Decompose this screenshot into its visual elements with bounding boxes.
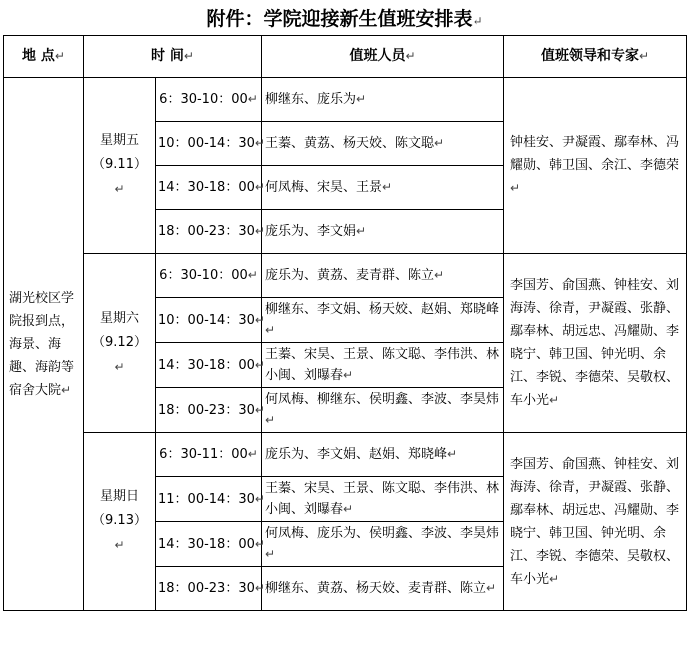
paragraph-mark-icon: ↵ [254, 581, 265, 595]
paragraph-mark-icon: ↵ [247, 92, 258, 106]
paragraph-mark-icon: ↵ [265, 413, 276, 427]
time-slot: 14：30-18：00↵ [156, 522, 262, 567]
staff-cell: 柳继东、庞乐为↵ [262, 78, 504, 122]
time-slot: 6：30-10：00↵ [156, 78, 262, 122]
time-slot: 10：00-14：30↵ [156, 298, 262, 343]
leaders-cell-sunday: 李国芳、俞国燕、钟桂安、刘海涛、徐青，尹凝霞、张静、鄢奉林、胡远忠、冯耀勋、李晓宁、韩卫国、钟光明、余江、李锐、李德荣、吴敬权、车小光↵ [504, 433, 687, 611]
leaders-cell-saturday: 李国芳、俞国燕、钟桂安、刘海涛、徐青，尹凝霞、张静、鄢奉林、胡远忠、冯耀勋、李晓宁、韩卫国、钟光明、余江、李锐、李德荣、吴敬权、车小光↵ [504, 254, 687, 433]
paragraph-mark-icon: ↵ [265, 323, 276, 337]
time-slot: 14：30-18：00↵ [156, 343, 262, 388]
paragraph-mark-icon: ↵ [405, 49, 416, 63]
paragraph-mark-icon: ↵ [254, 136, 265, 150]
paragraph-mark-icon: ↵ [638, 49, 650, 63]
paragraph-mark-icon: ↵ [472, 14, 483, 28]
staff-cell: 何凤梅、宋昊、王景↵ [262, 166, 504, 210]
staff-cell: 王蓁、黄荔、杨天姣、陈文聪↵ [262, 122, 504, 166]
paragraph-mark-icon: ↵ [114, 182, 125, 196]
table-row [4, 254, 687, 298]
header-staff: 值班人员↵ [262, 36, 504, 78]
paragraph-mark-icon: ↵ [247, 447, 258, 461]
document-title [0, 4, 689, 31]
title-text: 附件：学院迎接新生值班安排表 [206, 8, 473, 30]
time-slot: 6：30-10：00↵ [156, 254, 262, 298]
paragraph-mark-icon: ↵ [343, 502, 354, 516]
staff-cell: 庞乐为、李文娟、赵娟、郑晓峰↵ [262, 433, 504, 477]
time-slot: 6：30-11：00↵ [156, 433, 262, 477]
time-slot: 14：30-18：00↵ [156, 166, 262, 210]
paragraph-mark-icon: ↵ [254, 357, 265, 372]
header-row [4, 36, 687, 78]
leaders-cell-friday: 钟桂安、尹凝霞、鄢奉林、冯耀勋、韩卫国、余江、李德荣↵ [504, 78, 687, 254]
header-leaders: 值班领导和专家↵ [504, 36, 687, 78]
paragraph-mark-icon: ↵ [447, 447, 458, 461]
paragraph-mark-icon: ↵ [356, 224, 367, 238]
location-cell: 湖光校区学院报到点，海景、海趣、海韵等宿舍大院↵ [4, 78, 84, 611]
time-slot: 18：00-23：30↵ [156, 388, 262, 433]
header-place: 地 点↵ [4, 36, 84, 78]
paragraph-mark-icon: ↵ [183, 49, 194, 63]
paragraph-mark-icon: ↵ [356, 92, 367, 106]
staff-cell: 王蓁、宋昊、王景、陈文聪、李伟洪、林小闽、刘曝春↵ [262, 477, 504, 522]
paragraph-mark-icon: ↵ [254, 536, 265, 551]
time-slot: 11：00-14：30↵ [156, 477, 262, 522]
paragraph-mark-icon: ↵ [114, 538, 125, 552]
paragraph-mark-icon: ↵ [254, 180, 265, 194]
day-cell-sunday: 星期日 （9.13） ↵ [84, 433, 156, 611]
paragraph-mark-icon: ↵ [254, 312, 265, 327]
staff-cell: 庞乐为、黄荔、麦青群、陈立↵ [262, 254, 504, 298]
time-slot: 18：00-23：30↵ [156, 210, 262, 254]
time-slot: 18：00-23：30↵ [156, 567, 262, 611]
paragraph-mark-icon: ↵ [343, 368, 354, 382]
staff-cell: 王蓁、宋昊、王景、陈文聪、李伟洪、林小闽、刘曝春↵ [262, 343, 504, 388]
duty-schedule-table [3, 35, 687, 611]
day-cell-friday: 星期五 （9.11）↵ [84, 78, 156, 254]
paragraph-mark-icon: ↵ [486, 581, 497, 595]
staff-cell: 何凤梅、庞乐为、侯明鑫、李波、李昊炜↵ [262, 522, 504, 567]
paragraph-mark-icon: ↵ [510, 181, 521, 195]
paragraph-mark-icon: ↵ [382, 180, 393, 194]
table-row [4, 433, 687, 477]
paragraph-mark-icon: ↵ [265, 547, 276, 561]
staff-cell: 庞乐为、李文娟↵ [262, 210, 504, 254]
staff-cell: 柳继东、李文娟、杨天姣、赵娟、郑晓峰↵ [262, 298, 504, 343]
staff-cell: 柳继东、黄荔、杨天姣、麦青群、陈立↵ [262, 567, 504, 611]
paragraph-mark-icon: ↵ [434, 268, 445, 282]
paragraph-mark-icon: ↵ [549, 571, 560, 586]
paragraph-mark-icon: ↵ [434, 136, 445, 150]
paragraph-mark-icon: ↵ [254, 491, 265, 506]
paragraph-mark-icon: ↵ [54, 49, 65, 63]
paragraph-mark-icon: ↵ [247, 268, 258, 282]
table-row [4, 78, 687, 122]
paragraph-mark-icon: ↵ [549, 393, 560, 407]
day-cell-saturday: 星期六 （9.12）↵ [84, 254, 156, 433]
time-slot: 10：00-14：30↵ [156, 122, 262, 166]
paragraph-mark-icon: ↵ [254, 402, 265, 417]
paragraph-mark-icon: ↵ [61, 382, 72, 397]
header-time: 时 间↵ [84, 36, 262, 78]
staff-cell: 何凤梅、柳继东、侯明鑫、李波、李昊炜↵ [262, 388, 504, 433]
paragraph-mark-icon: ↵ [114, 359, 125, 374]
paragraph-mark-icon: ↵ [254, 224, 265, 238]
